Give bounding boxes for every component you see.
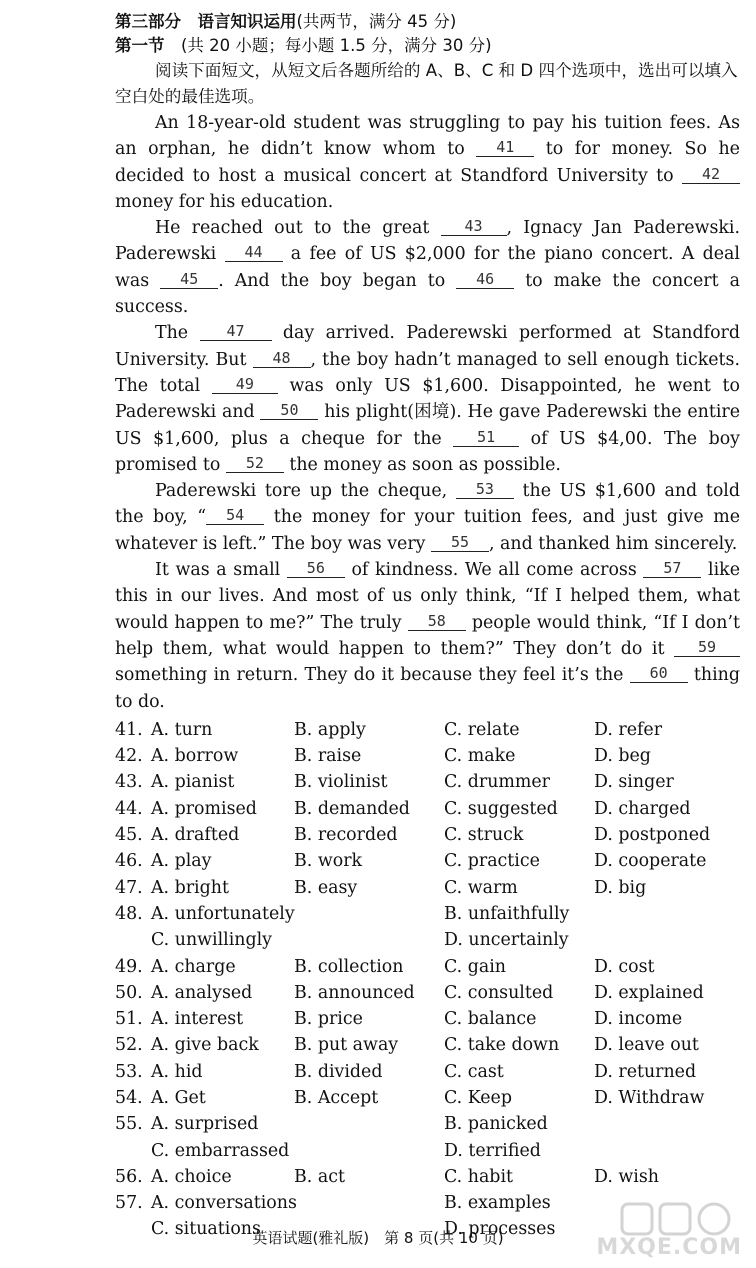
option-row: 51. A. interest B. price C. balance D. income: [115, 1009, 683, 1030]
option-row: 46. A. play B. work C. practice D. cooperate: [115, 851, 707, 872]
option-row: 52. A. give back B. put away C. take down D. leave out: [115, 1035, 699, 1056]
option-row: 43. A. pianist B. violinist C. drummer D. singer: [115, 772, 674, 793]
option-row: 44. A. promised B. demanded C. suggested D. charged: [115, 798, 691, 819]
option-row: 53. A. hid B. divided C. cast D. returned: [115, 1061, 697, 1082]
blank-44: 44: [225, 243, 283, 262]
options-list: [115, 717, 740, 1243]
blank-52: 52: [226, 454, 284, 473]
option-row: 48. A. unfortunately B. unfaithfully: [115, 903, 570, 924]
option-row-cont: C. unwillingly D. uncertainly: [151, 930, 569, 951]
paragraph-4: Paderewski tore up the cheque, 53 the US $1,600 and told the boy, “ 54 the money for your tuition fees, and just give me whatever is left.” The boy was very 55 , and thanked him sincerely.: [115, 480, 741, 554]
blank-46: 46: [456, 270, 514, 289]
option-row: 55. A. surprised B. panicked: [115, 1114, 548, 1135]
section-title-sub: (共 20 小题；每小题 1.5 分，满分 30 分): [164, 36, 492, 55]
instruction: 阅读下面短文，从短文后各题所给的 A、B、C 和 D 四个选项中，选出可以填入空白处的最佳选项。: [115, 61, 738, 106]
blank-49: 49: [212, 375, 278, 394]
blank-43: 43: [441, 217, 507, 236]
option-row: 54. A. Get B. Accept C. Keep D. Withdraw: [115, 1087, 705, 1108]
blank-48: 48: [253, 349, 311, 368]
part-title: [115, 10, 740, 34]
blank-60: 60: [630, 664, 688, 683]
blank-51: 51: [453, 428, 519, 447]
option-row: 50. A. analysed B. announced C. consulted D. explained: [115, 982, 704, 1003]
option-row-cont: C. embarrassed D. terrified: [151, 1140, 541, 1161]
option-row: 56. A. choice B. act C. habit D. wish: [115, 1166, 659, 1187]
option-row: 45. A. drafted B. recorded C. struck D. postponed: [115, 825, 711, 846]
blank-58: 58: [408, 612, 466, 631]
blank-55: 55: [431, 533, 489, 552]
blank-41: 41: [476, 138, 534, 157]
paragraph-5: It was a small 56 of kindness. We all come across 57 like this in our lives. And most of us only think, “If I helped them, what would happen to me?” The truly 58 people would think, “If I don’t help them, what would happen to them?” They don’t do it 59 something in return. They do it because they feel it’s the 60 thing to do.: [115, 559, 740, 712]
blank-50: 50: [260, 401, 318, 420]
option-row-cont: C. situations D. processes: [151, 1219, 556, 1240]
section-title: [115, 34, 740, 58]
option-row: 42. A. borrow B. raise C. make D. beg: [115, 746, 651, 767]
part-title-sub: (共两节，满分 45 分): [296, 12, 457, 31]
option-row: 57. A. conversations B. examples: [115, 1193, 551, 1214]
paragraph-1: An 18-year-old student was struggling to pay his tuition fees. As an orphan, he didn’t know whom to 41 to for money. So he decided to host a musical concert at Standford University to 42 money for his education.: [115, 113, 740, 212]
option-row: 49. A. charge B. collection C. gain D. cost: [115, 956, 655, 977]
blank-47: 47: [200, 322, 272, 341]
blank-56: 56: [287, 559, 345, 578]
blank-53: 53: [456, 480, 514, 499]
blank-54: 54: [206, 506, 264, 525]
option-row: 41. A. turn B. apply C. relate D. refer: [115, 719, 663, 740]
answer-stamp-icon: [616, 1200, 736, 1240]
paragraph-2: He reached out to the great 43 , Ignacy Jan Paderewski. Paderewski 44 a fee of US $2,000 for the piano concert. A deal was 45 . And the boy began to 46 to make the concert a success.: [115, 217, 741, 318]
section-title-main: 第一节: [115, 36, 165, 55]
paragraph-3: The 47 day arrived. Paderewski performed at Standford University. But 48 , the boy hadn’t managed to sell enough tickets. The total 49 was only US $1,600. Disappointed, he went to Paderewski and 50 his plight(困境). He gave Paderewski the entire US $1,600, plus a cheque for the 51 of US $4,00. The boy promised to 52 the money as soon as possible.: [115, 322, 741, 475]
watermark: [596, 1200, 746, 1262]
part-title-main: 第三部分 语言知识运用: [115, 12, 297, 31]
blank-59: 59: [674, 638, 740, 657]
blank-57: 57: [643, 559, 701, 578]
watermark-text: MXQE.COM: [596, 1235, 742, 1260]
blank-45: 45: [160, 270, 218, 289]
exam-page: [115, 10, 740, 1243]
blank-42: 42: [682, 165, 740, 184]
page-footer: 英语试题(雅礼版) 第 8 页(共 10 页): [252, 1229, 504, 1247]
option-row: 47. A. bright B. easy C. warm D. big: [115, 877, 647, 898]
